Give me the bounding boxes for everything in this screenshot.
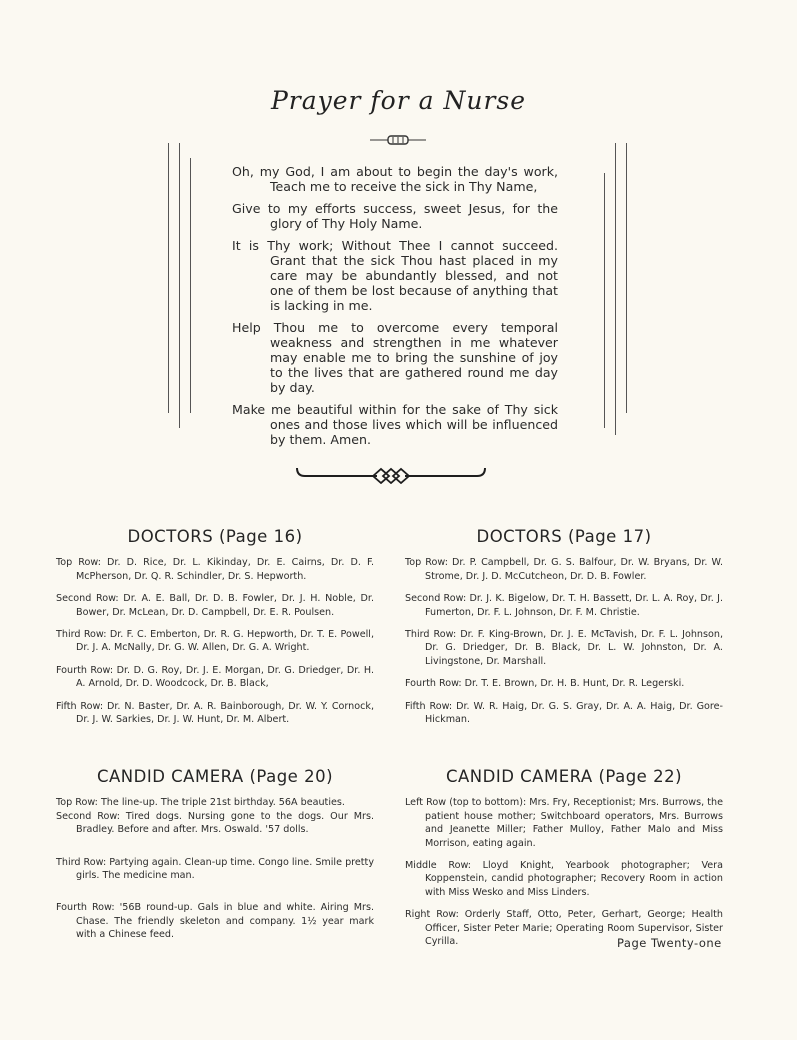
candid-camera-page-20-section	[56, 767, 374, 942]
section-heading: DOCTORS (Page 16)	[127, 527, 303, 546]
row-caption: Middle Row: Lloyd Knight, Yearbook photographer; Vera Koppenstein, candid photographer; Recovery Room in action with Miss Wesko and Miss Linders.	[405, 860, 723, 898]
row-caption: Top Row: The line-up. The triple 21st birthday. 56A beauties.	[56, 797, 345, 809]
row-caption: Third Row: Partying again. Clean-up time. Congo line. Smile pretty girls. The medicine man.	[56, 856, 374, 882]
row-caption: Fourth Row: Dr. T. E. Brown, Dr. H. B. Hunt, Dr. R. Legerski.	[405, 678, 685, 690]
prayer-stanza: Oh, my God, I am about to begin the day's work, Teach me to receive the sick in Thy Name,	[232, 164, 558, 194]
row-caption: Second Row: Dr. J. K. Bigelow, Dr. T. H. Bassett, Dr. L. A. Roy, Dr. J. Fumerton, Dr. F. L. Johnson, Dr. F. M. Christie.	[405, 593, 723, 618]
section-heading: CANDID CAMERA (Page 22)	[445, 767, 683, 786]
prayer-title: Prayer for a Nurse	[270, 86, 527, 115]
left-vertical-rules	[168, 143, 192, 428]
section-heading: DOCTORS (Page 17)	[476, 527, 652, 546]
page-number: Page Twenty-one	[617, 936, 722, 950]
row-caption: Third Row: Dr. F. King-Brown, Dr. J. E. McTavish, Dr. F. L. Johnson, Dr. G. Driedger, Dr. B. Black, Dr. L. W. Johnston, Dr. A. Livingstone, Dr. Marshall.	[405, 629, 723, 667]
row-caption: Left Row (top to bottom): Mrs. Fry, Receptionist; Mrs. Burrows, the patient house mother; Switchboard operators, Mrs. Burrows and Jeanette Miller; Father Mulloy, Father Malo and Miss Morrison, eating again.	[405, 797, 723, 849]
row-caption: Top Row: Dr. D. Rice, Dr. L. Kikinday, Dr. E. Cairns, Dr. D. F. McPherson, Dr. Q. R. Schindler, Dr. S. Hepworth.	[56, 557, 374, 582]
title-ornament	[368, 134, 428, 146]
section-heading: CANDID CAMERA (Page 20)	[96, 767, 334, 786]
row-caption: Fifth Row: Dr. W. R. Haig, Dr. G. S. Gray, Dr. A. A. Haig, Dr. Gore-Hickman.	[405, 700, 723, 726]
right-vertical-rules	[604, 143, 628, 435]
row-caption: Fifth Row: Dr. N. Baster, Dr. A. R. Bainborough, Dr. W. Y. Cornock, Dr. J. W. Sarkies, Dr. J. W. Hunt, Dr. M. Albert.	[56, 700, 374, 726]
prayer-stanza: Make me beautiful within for the sake of Thy sick ones and those lives which will be influenced by them. Amen.	[232, 402, 558, 447]
row-caption: Fourth Row: Dr. D. G. Roy, Dr. J. E. Morgan, Dr. G. Driedger, Dr. H. A. Arnold, Dr. D. Woodcock, Dr. B. Black,	[56, 664, 374, 690]
row-caption: Right Row: Orderly Staff, Otto, Peter, Gerhart, George; Health Officer, Sister Peter Marie; Operating Room Supervisor, Sister Cyrilla.	[405, 909, 723, 948]
row-caption: Second Row: Dr. A. E. Ball, Dr. D. B. Fowler, Dr. J. H. Noble, Dr. Bower, Dr. McLean, Dr. D. Campbell, Dr. E. R. Poulsen.	[56, 593, 374, 618]
row-caption: Fourth Row: '56B round-up. Gals in blue and white. Airing Mrs. Chase. The friendly skeleton and company. 1½ year mark with a Chinese feed.	[56, 902, 374, 941]
section-divider-ornament	[293, 462, 489, 484]
row-caption: Top Row: Dr. P. Campbell, Dr. G. S. Balfour, Dr. W. Bryans, Dr. W. Strome, Dr. J. D. McCutcheon, Dr. D. B. Fowler.	[405, 557, 723, 582]
candid-camera-page-22-section	[405, 767, 723, 948]
row-caption: Second Row: Tired dogs. Nursing gone to the dogs. Our Mrs. Bradley. Before and after. Mrs. Oswald. '57 dolls.	[56, 810, 374, 836]
prayer-stanza: It is Thy work; Without Thee I cannot succeed. Grant that the sick Thou hast placed in my care may be abundantly blessed, and not one of them be lost because of anything that is lacking in me.	[232, 238, 558, 313]
doctors-page-16-section	[56, 527, 374, 726]
row-caption: Third Row: Dr. F. C. Emberton, Dr. R. G. Hepworth, Dr. T. E. Powell, Dr. J. A. McNally, Dr. G. W. Allen, Dr. G. A. Wright.	[56, 629, 374, 654]
prayer-stanza: Help Thou me to overcome every temporal weakness and strengthen in me whatever may enable me to bring the sunshine of joy to the lives that are gathered round me day by day.	[232, 320, 558, 395]
prayer-text	[232, 164, 558, 453]
doctors-page-17-section	[405, 527, 723, 726]
prayer-stanza: Give to my efforts success, sweet Jesus, for the glory of Thy Holy Name.	[232, 201, 558, 231]
